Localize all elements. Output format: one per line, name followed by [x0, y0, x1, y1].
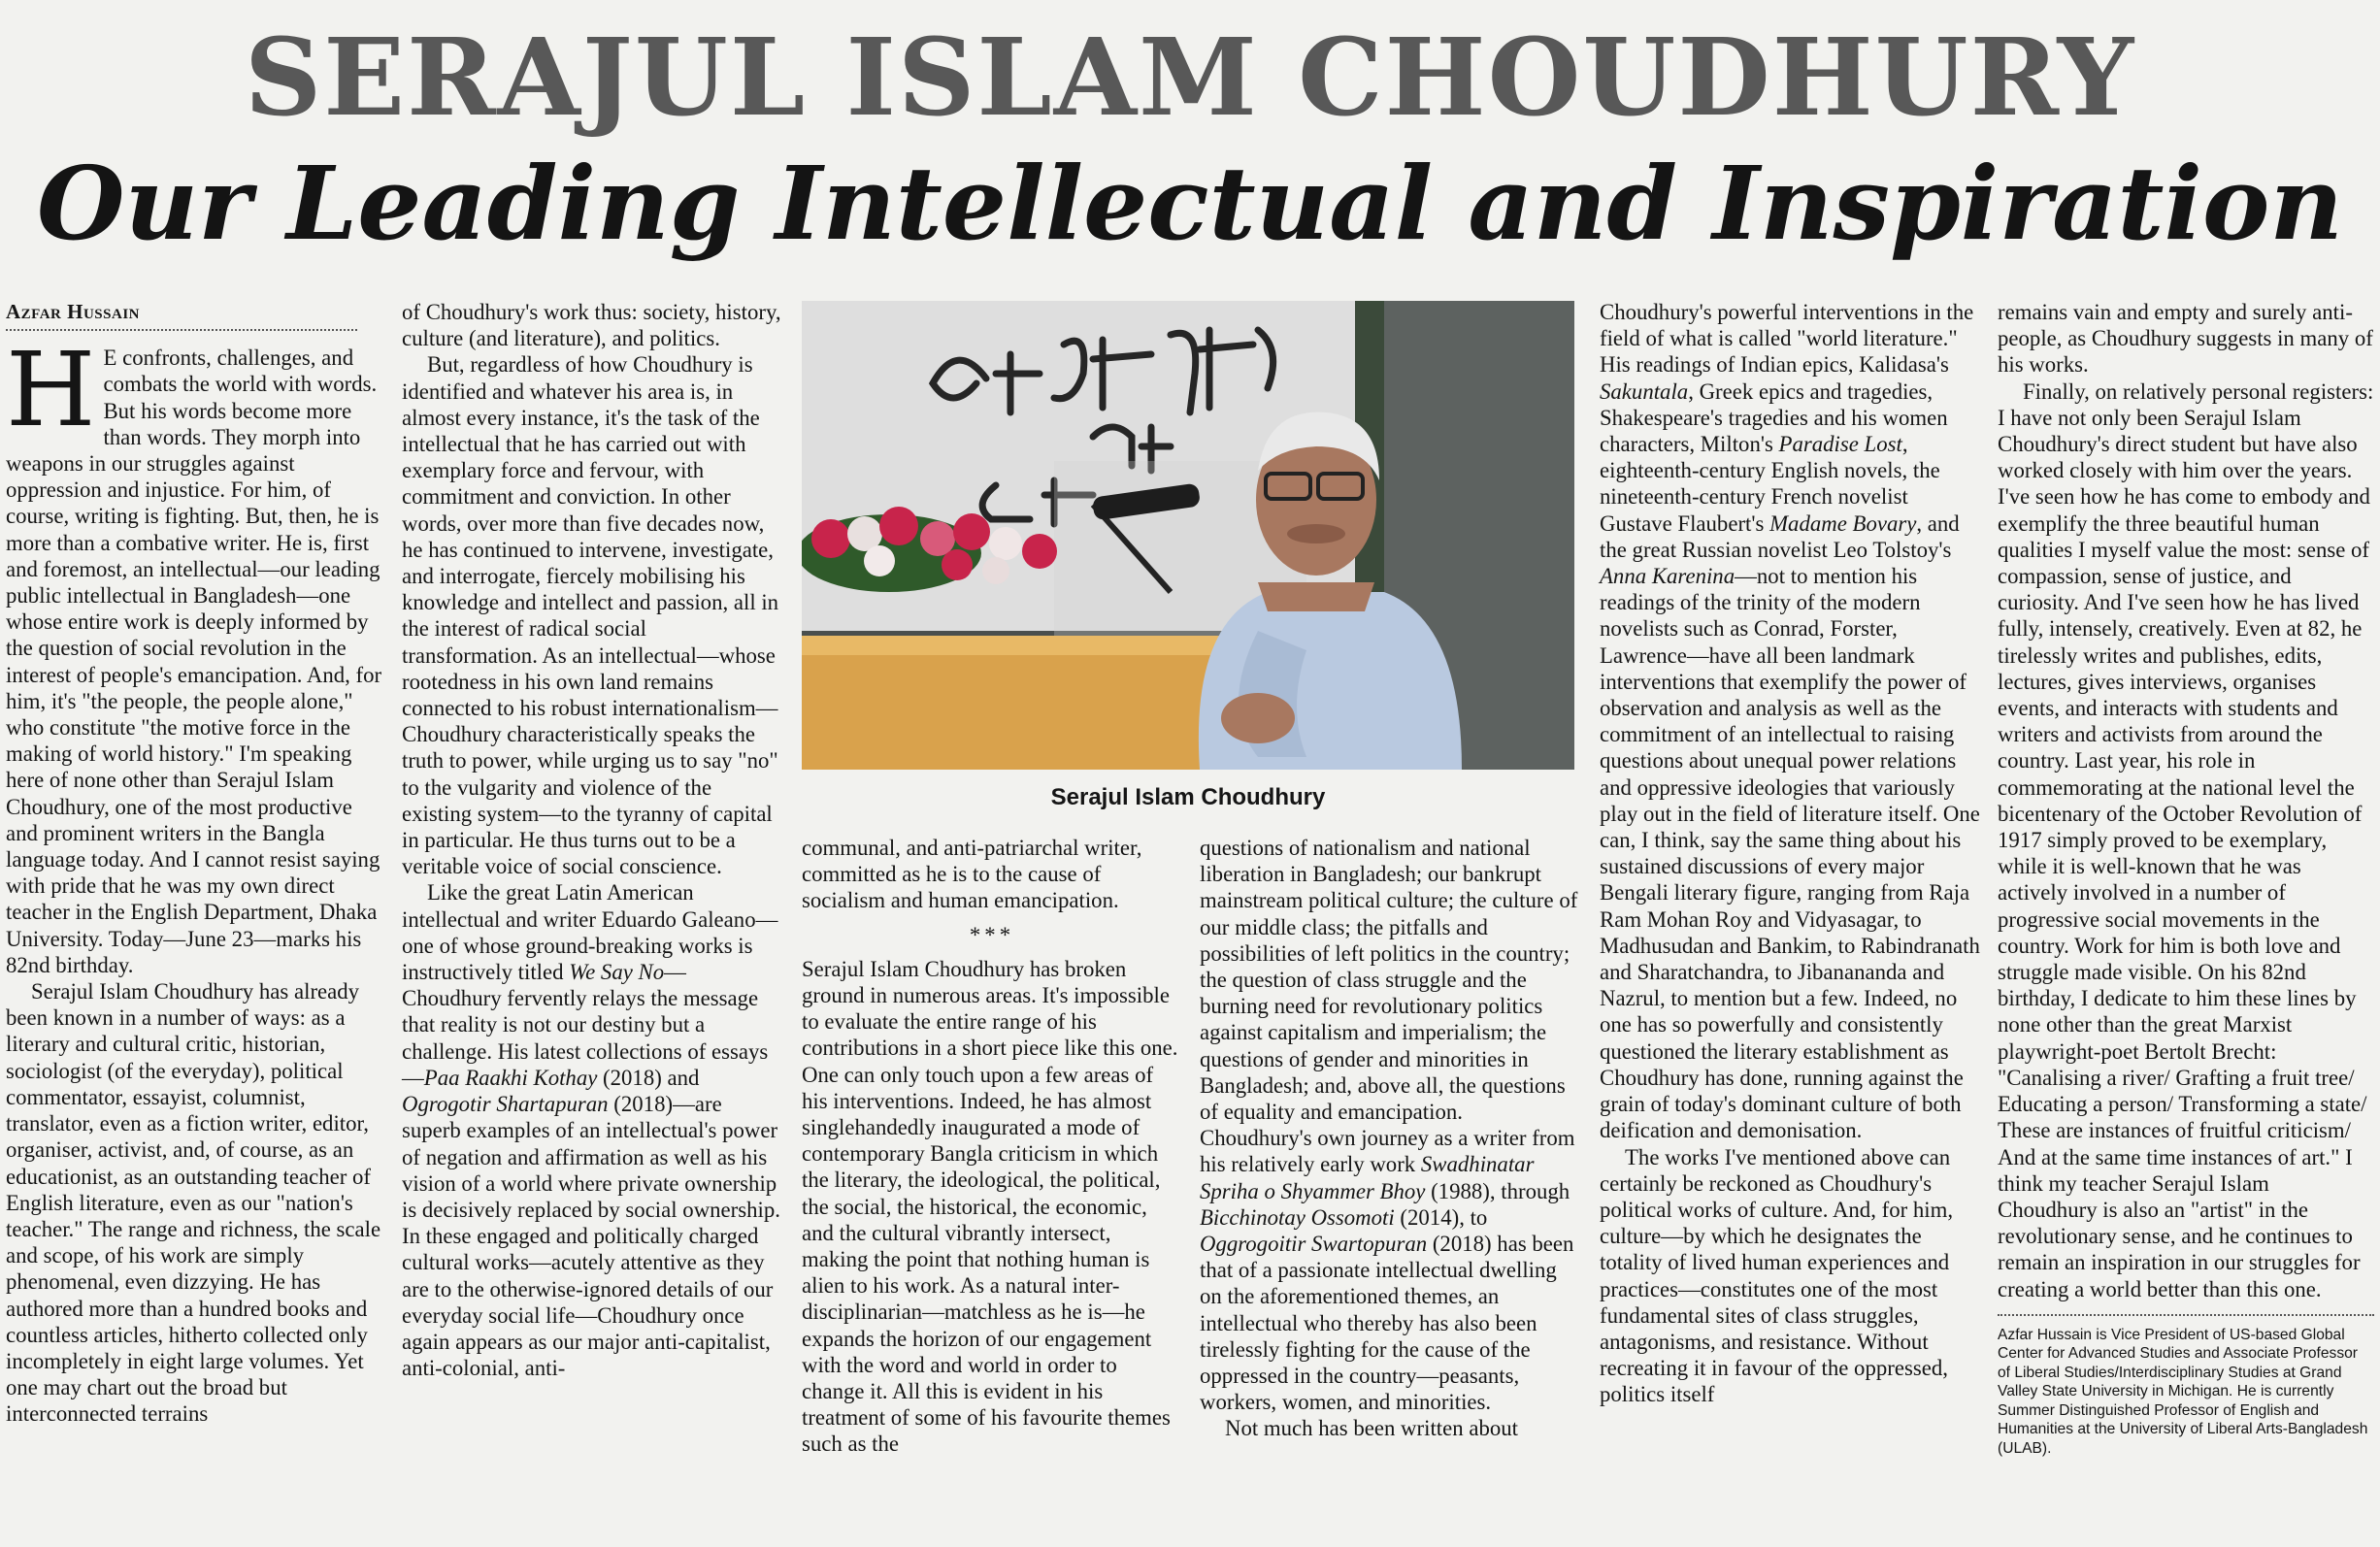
- article-paragraph: [1200, 835, 1580, 1415]
- article-column-6: [1998, 299, 2374, 1458]
- article-column-4: [1200, 835, 1580, 1442]
- divider: [1998, 1314, 2374, 1316]
- byline: Azfar Hussain: [6, 299, 357, 331]
- article-paragraph: But, regardless of how Choudhury is identified and whatever his area is, in almost every instance, it's the task of the intellectual that he has carried out with exemplary force and fervour, with commitment and conviction. In other words, over more than five decades now, he has continued to intervene, investigate, and interrogate, fiercely mobilising his knowledge and intellect and passion, all in the interest of radical social transformation. As an intellectual—whose rootedness in his own land remains connected to his robust internationalism—Choudhury characteristically speaks the truth to power, while urging us to say "no" to the vulgarity and violence of the existing system—to the tyranny of capital in particular. He thus turns out to be a veritable voice of social conscience.: [402, 352, 779, 879]
- article-paragraph: of Choudhury's work thus: society, history, culture (and literature), and politics.: [402, 300, 781, 351]
- text-run: —not to mention his readings of the trinity of the modern novelists such as Conrad, Forster, Lawrence—have all been landmark interventions that exemplify the power of observation and analysis as well as the commitment of an intellectual to raising questions about unequal power relations and oppressive ideologies that variously play out in the field of literature itself. One can, I think, say the same thing about his sustained discussions of every major Bengali literary figure, ranging from Raja Ram Mohan Roy and Vidyasagar, to Madhusudan and Bankim, to Rabindranath and Sharatchandra, to Jibanananda and Nazrul, to mention but a few. Indeed, no one has so powerfully and consistently questioned the literary establishment as Choudhury has done, running against the grain of today's dominant culture of both deification and demonisation.: [1600, 564, 1980, 1143]
- article-column-5: [1600, 299, 1980, 1408]
- book-title: Sakuntala: [1600, 379, 1689, 404]
- photo-caption: Serajul Islam Choudhury: [1050, 784, 1326, 810]
- book-title: Anna Karenina: [1600, 564, 1735, 589]
- subheadline: Our Leading Intellectual and Inspiration: [36, 144, 2344, 263]
- text-run: questions of nationalism and national liberation in Bangladesh; our bankrupt mainstream political culture; the culture of our middle class; the pitfalls and possibilities of left politics in the country; the question of class struggle and the burning need for revolutionary politics against capitalism and imperialism; the questions of gender and minorities in Bangladesh; and, above all, the questions of equality and emancipation. Choudhury's own journey as a writer from his relatively early work: [1200, 836, 1578, 1177]
- article-paragraph: remains vain and empty and surely anti-people, as Choudhury suggests in many of his works.: [1998, 300, 2373, 378]
- text-run: , eighteenth-century English novels, the nineteenth-century French novelist Gustave Flaubert's: [1600, 432, 1940, 536]
- article-paragraph: [6, 330, 386, 978]
- text-run: (2018)—are superb examples of an intellectual's power of negation and affirmation as well as his vision of a world where private ownership is decisively replaced by social ownership. In these engaged and politically charged cultural works—acutely attentive as they are to the otherwise-ignored details of our everyday social life—Choudhury once again appears as our major anti-capitalist, anti-colonial, anti-: [402, 1092, 780, 1381]
- article-paragraph: Serajul Islam Choudhury has broken ground in numerous areas. It's impossible to evaluate the entire range of his contributions in a short piece like this one. One can only touch upon a few areas of his interventions. Indeed, he has almost singlehandedly inaugurated a mode of contemporary Bangla criticism in which the literary, the ideological, the political, the social, the historical, the economic, and the cultural vibrantly intersect, making the point that nothing human is alien to his work. As a natural inter-disciplinarian—matchless as he is—he expands the horizon of our engagement with the word and world in order to change it. All this is evident in his treatment of some of his favourite themes such as the: [802, 956, 1178, 1457]
- book-title: Bicchinotay Ossomoti: [1200, 1204, 1395, 1230]
- article-paragraph: Serajul Islam Choudhury has already been known in a number of ways: as a literary and cultural critic, historian, sociologist (of the everyday), political commentator, essayist, columnist, translator, even as a fiction writer, editor, organiser, activist, and, of course, as an educationist, as an outstanding teacher of English literature, even as our "nation's teacher." The range and richness, the scale and scope, of his work are simply phenomenal, even dizzying. He has authored more than a hundred books and countless articles, hitherto collected only incompletely in eight large volumes. Yet one may chart out the broad but interconnected terrains: [6, 979, 381, 1427]
- article-column-1: [6, 299, 386, 1428]
- text-run: —Choudhury fervently relays the message that reality is not our destiny but a challenge. His latest collections of essays—: [402, 960, 769, 1090]
- section-break: ***: [969, 922, 1015, 947]
- headline: SERAJUL ISLAM CHOUDHURY: [244, 15, 2136, 140]
- article-column-3: [802, 835, 1182, 1458]
- book-title: Paradise Lost: [1778, 432, 1902, 457]
- text-run: Choudhury's powerful interventions in the field of what is called "world literature." His readings of Indian epics, Kalidasa's: [1600, 300, 1974, 378]
- text-run: Like the great Latin American intellectual and writer Eduardo Galeano—one of whose ground-breaking works is instructively titled: [402, 880, 778, 985]
- book-title: Swadhinatar Spriha o Shyammer Bhoy: [1200, 1152, 1535, 1203]
- text-run: , Greek epics and tragedies, Shakespeare's tragedies and his women characters, Milton's: [1600, 379, 1948, 457]
- author-note: Azfar Hussain is Vice President of US-based Global Center for Advanced Studies and Associate Professor of Liberal Studies/Interdisciplinary Studies at Grand Valley State University in Michigan. He is currently Summer Distinguished Professor of English and Humanities at the University of Liberal Arts-Bangladesh (ULAB).: [1998, 1326, 2368, 1457]
- book-title: We Say No: [569, 960, 665, 985]
- book-title: Ogrogotir Shartapuran: [402, 1092, 609, 1117]
- article-paragraph: communal, and anti-patriarchal writer, committed as he is to the cause of socialism and human emancipation.: [802, 836, 1142, 913]
- article-column-2: [402, 299, 782, 1381]
- text-run: (1988), through: [1425, 1178, 1570, 1203]
- article-paragraph: Finally, on relatively personal registers: I have not only been Serajul Islam Choudhury's direct student but have also worked closely with him over the years. I've seen how he has come to embody and exemplify the three beautiful human qualities I myself value the most: sense of compassion, sense of justice, and curiosity. And I've seen how he has lived fully, intensely, creatively. Even at 82, he tirelessly writes and publishes, edits, lectures, gives interviews, organises events, and interacts with students and writers and activists from around the country. Last year, his role in commemorating at the national level the bicentenary of the October Revolution of 1917 simply proved to be exemplary, while it is well-known that he was actively involved in a number of progressive social movements in the country. Work for him is both love and struggle made visible. On his 82nd birthday, I dedicate to him these lines by none other than the great Marxist playwright-poet Bertolt Brecht: "Canalising a river/ Grafting a fruit tree/ Educating a person/ Transforming a state/ These are instances of fruitful criticism/ And at the same time instances of art." I think my teacher Serajul Islam Choudhury is also an "artist" in the revolutionary sense, and he continues to remain an inspiration in our struggles for creating a world better than this one.: [1998, 379, 2374, 1301]
- book-title: Oggrogoitir Swartopuran: [1200, 1232, 1428, 1257]
- photo-illustration: [802, 301, 1574, 770]
- text-run: (2018) has been that of a passionate intellectual dwelling on the aforementioned themes, an intellectual who thereby has also been tirelessly fighting for the cause of the oppressed in the country—peasants, workers, women, and minorities.: [1200, 1232, 1574, 1415]
- book-title: Madame Bovary: [1769, 510, 1917, 536]
- article-paragraph: [1600, 299, 1980, 1144]
- paragraph-text: E confronts, challenges, and combats the world with words. But his words become more than words. They morph into weapons in our struggles against oppression and injustice. For him, of course, writing is fighting. But, then, he is more than a combative writer. He is, first and foremost, an intellectual—our leading public intellectual in Bangladesh—one whose entire work is deeply informed by the question of social revolution in the interest of people's emancipation. And, for him, it's "the people, the people alone," who constitute "the motive force in the making of world history." I'm speaking here of none other than Serajul Islam Choudhury, one of the most productive and prominent writers in the Bangla language today. And I cannot resist saying with pride that he was my own direct teacher in the English Department, Dhaka University. Today—June 23—marks his 82nd birthday.: [6, 346, 382, 977]
- text-run: (2018) and: [597, 1065, 700, 1090]
- article-paragraph: [402, 879, 782, 1381]
- text-run: , and the great Russian novelist Leo Tolstoy's: [1600, 510, 1960, 562]
- article-paragraph: Not much has been written about: [1225, 1416, 1518, 1441]
- text-run: (2014), to: [1394, 1204, 1488, 1230]
- article-paragraph: The works I've mentioned above can certainly be reckoned as Choudhury's political works of culture. And, for him, culture—by which he designates the totality of lived human experiences and practices—constitutes one of the most fundamental sites of class struggles, antagonisms, and resistance. Without recreating it in favour of the oppressed, politics itself: [1600, 1144, 1954, 1407]
- book-title: Paa Raakhi Kothay: [423, 1065, 598, 1090]
- article-photo: [802, 301, 1574, 770]
- drop-cap: H: [6, 330, 96, 450]
